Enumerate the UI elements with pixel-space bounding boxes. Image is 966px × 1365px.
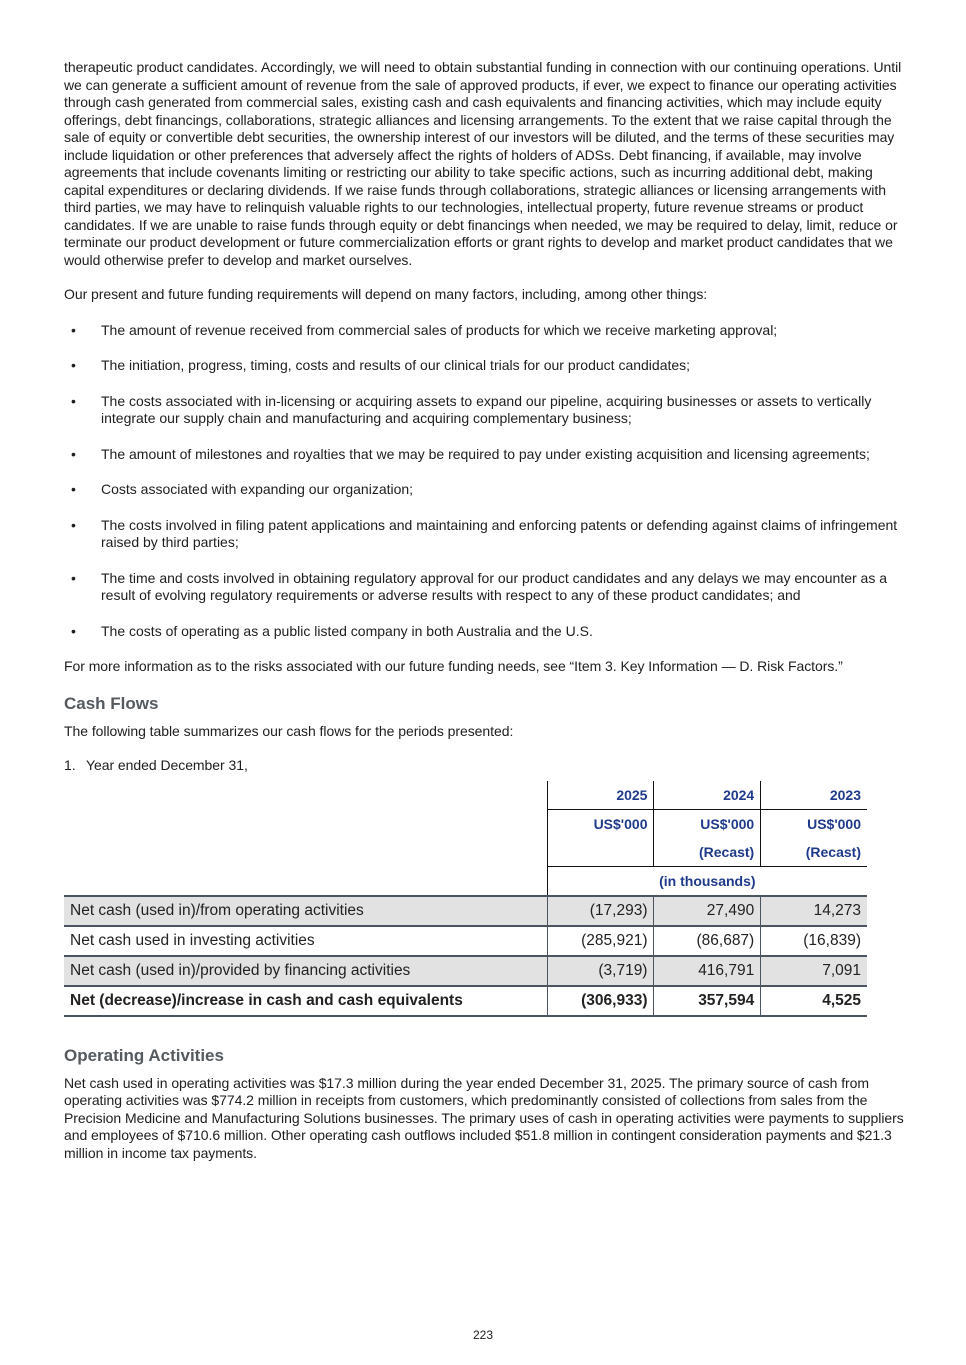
- funding-factors-list: [64, 322, 904, 641]
- bullet-icon: •: [71, 569, 76, 586]
- bullet-icon: •: [71, 321, 76, 338]
- unit-header: US$'000: [654, 809, 761, 838]
- table-row: [64, 896, 867, 926]
- cell-value: (306,933): [547, 986, 654, 1016]
- table-row-total: [64, 986, 867, 1016]
- list-item: • The amount of milestones and royalties that we may be required to pay under existing acquisition and licensing agreements;: [71, 445, 870, 462]
- list-item: • The costs associated with in-licensing or acquiring assets to expand our pipeline, acquiring businesses or assets to vertically integrate our supply chain and manufacturing and acquiring complementary business;: [71, 392, 872, 426]
- bullet-icon: •: [71, 622, 76, 639]
- row-label: Net cash used in investing activities: [64, 926, 547, 956]
- risk-factors-reference: For more information as to the risks associated with our future funding needs, see “Item 3. Key Information — D. Risk Factors.”: [64, 658, 843, 674]
- bullet-icon: •: [71, 445, 76, 462]
- recast-header: (Recast): [761, 838, 867, 867]
- row-label: Net cash (used in)/from operating activities: [64, 896, 547, 926]
- unit-header: US$'000: [547, 809, 654, 838]
- table-header-years: [64, 781, 867, 810]
- bullet-icon: •: [71, 516, 76, 533]
- scale-header: (in thousands): [547, 866, 867, 896]
- cell-value: 14,273: [761, 896, 867, 926]
- list-item: • The costs of operating as a public listed company in both Australia and the U.S.: [71, 622, 593, 639]
- cell-value: 7,091: [761, 956, 867, 986]
- cell-value: 416,791: [654, 956, 761, 986]
- list-item: • The initiation, progress, timing, costs and results of our clinical trials for our product candidates;: [71, 357, 691, 373]
- year-header: 2023: [761, 781, 867, 810]
- row-label: Net (decrease)/increase in cash and cash equivalents: [64, 986, 547, 1016]
- cell-value: 27,490: [654, 896, 761, 926]
- table-header-recast: [64, 838, 867, 867]
- year-header: 2025: [547, 781, 654, 810]
- cell-value: (17,293): [547, 896, 654, 926]
- table-row: [64, 926, 867, 956]
- cell-value: (86,687): [654, 926, 761, 956]
- list-item: • The amount of revenue received from commercial sales of products for which we receive marketing approval;: [71, 321, 778, 338]
- cash-flows-table: [64, 781, 867, 1017]
- year-ended-note: 1. Year ended December 31,: [64, 757, 248, 773]
- list-item: • The time and costs involved in obtaining regulatory approval for our product candidates and any delays we may encounter as a result of evolving regulatory requirements or adverse results with respect to any of these product candidates; and: [71, 569, 888, 603]
- list-item: • Costs associated with expanding our organization;: [71, 481, 414, 497]
- operating-activities-heading: Operating Activities: [64, 1045, 224, 1065]
- funding-requirements-intro: Our present and future funding requirements will depend on many factors, including, among other things:: [64, 286, 708, 302]
- document-page: [64, 59, 904, 1162]
- cell-value: (3,719): [547, 956, 654, 986]
- recast-header: (Recast): [654, 838, 761, 867]
- funding-paragraph: therapeutic product candidates. Accordingly, we will need to obtain substantial funding in connection with our continuing operations. Until we can generate a sufficient amount of revenue from the sale of approved products, if ever, we expect to finance our operating activities through cash generated from commercial sales, existing cash and cash equivalents and financing activities, which may include equity offerings, debt financings, collaborations, strategic alliances and licensing arrangements. To the extent that we raise capital through the sale of equity or convertible debt securities, the ownership interest of our investors will be diluted, and the terms of these securities may include liquidation or other preferences that adversely affect the rights of holders of ADSs. Debt financing, if available, may involve agreements that include covenants limiting or restricting our ability to take specific actions, such as incurring additional debt, making capital expenditures or declaring dividends. If we raise funds through collaborations, strategic alliances or licensing arrangements with third parties, we may have to relinquish valuable rights to our technologies, intellectual property, future revenue streams or product candidates. If we are unable to raise funds through equity or debt financings when needed, we may be required to delay, limit, reduce or terminate our product development or future commercialization efforts or grant rights to develop and market product candidates that we would otherwise prefer to develop and market ourselves.: [64, 59, 902, 268]
- page-number: 223: [472, 1328, 494, 1342]
- cell-value: 4,525: [761, 986, 867, 1016]
- unit-header: US$'000: [761, 809, 867, 838]
- bullet-icon: •: [71, 481, 76, 497]
- table-row: [64, 956, 867, 986]
- cash-flows-intro: The following table summarizes our cash flows for the periods presented:: [64, 722, 514, 739]
- cell-value: (285,921): [547, 926, 654, 956]
- cash-flows-heading: Cash Flows: [64, 693, 159, 713]
- operating-activities-paragraph: Net cash used in operating activities was $17.3 million during the year ended December 31, 2025. The primary source of cash from operating activities was $774.2 million in receipts from customers, which predominantly consisted of collections from sales from the Precision Medicine and Manufacturing Solutions businesses. The primary uses of cash in operating activities were payments to suppliers and employees of $710.6 million. Other operating cash outflows included $51.8 million in contingent consideration payments and $21.3 million in income tax payments.: [64, 1074, 904, 1161]
- bullet-icon: •: [71, 392, 76, 409]
- bullet-icon: •: [71, 357, 76, 373]
- recast-header: [547, 838, 654, 867]
- cell-value: 357,594: [654, 986, 761, 1016]
- table-header-scale: [64, 866, 867, 896]
- list-item: • The costs involved in filing patent applications and maintaining and enforcing patents or defending against claims of infringement raised by third parties;: [71, 516, 898, 550]
- row-label: Net cash (used in)/provided by financing activities: [64, 956, 547, 986]
- cell-value: (16,839): [761, 926, 867, 956]
- year-header: 2024: [654, 781, 761, 810]
- table-header-units: [64, 809, 867, 838]
